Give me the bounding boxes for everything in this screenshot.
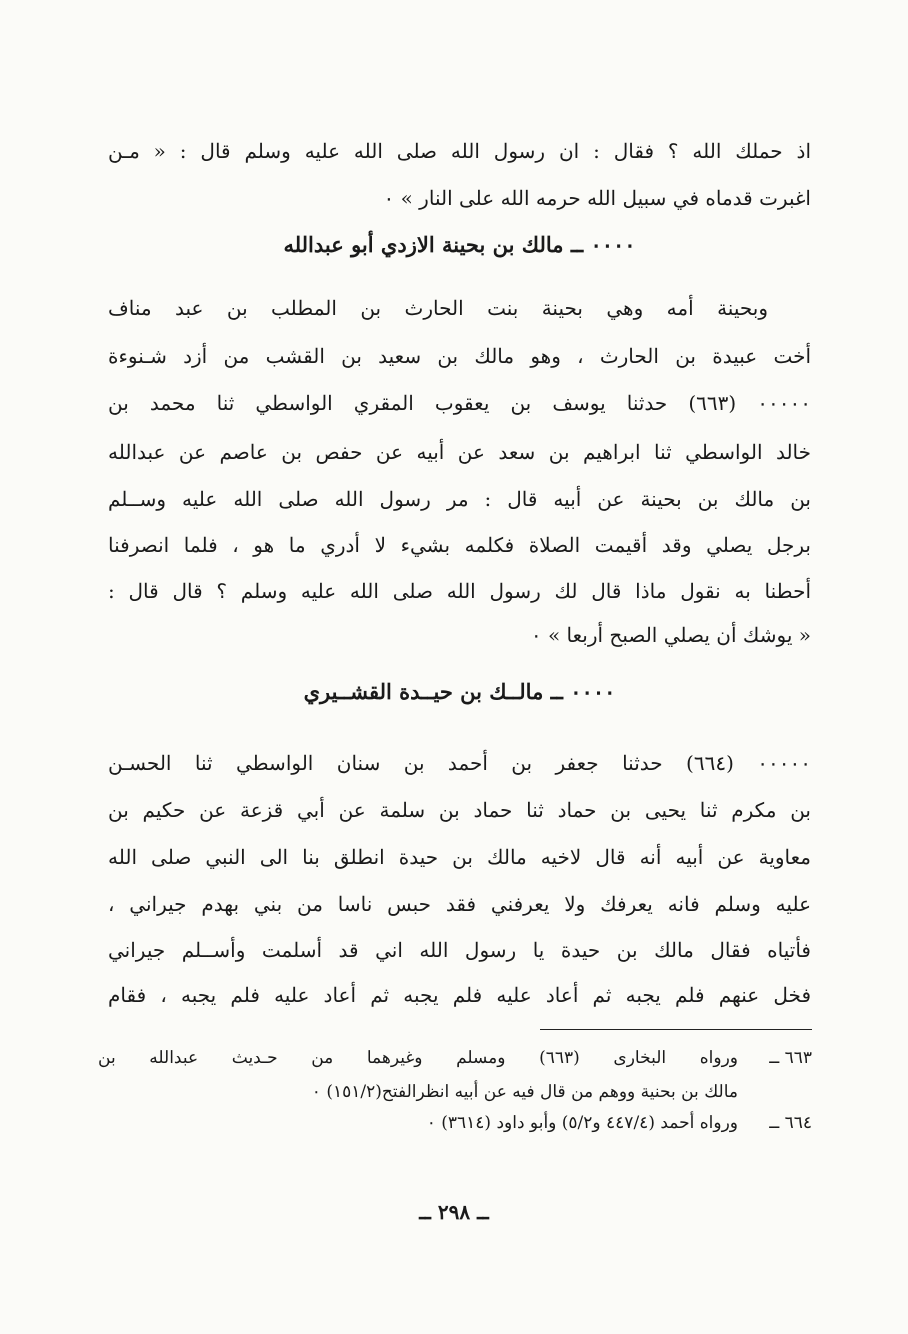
text-line: فخل عنهم فلم يجبه ثم أعاد عليه فلم يجبه ثم أعاد عليه فلم يجبه ، فقام (108, 983, 812, 1007)
page-number: ــ ٢٩٨ ــ (419, 1200, 489, 1224)
text-line: أحطنا به نقول ماذا قال لك رسول الله صلى الله عليه وسلم ؟ قال قال : (108, 579, 811, 603)
footnote-number: ٦٦٣ ــ (769, 1048, 812, 1068)
text-line: عليه وسلم فانه يعرفك ولا يعرفني فقد حبس ناسا من بني بهدم جيراني ، (108, 892, 811, 916)
footnote (0, 1046, 908, 1070)
text-line: اغبرت قدماه في سبيل الله حرمه الله على النار » ٠ (383, 186, 811, 210)
footnote-text: ورواه أحمد (٤٤٧/٤ و٥/٢) وأبو داود (٣٦١٤) ٠ (426, 1113, 738, 1133)
text-line: برجل يصلي وقد أقيمت الصلاة فكلمه بشيء لا أدري ما هو ، فلما انصرفنا (108, 533, 811, 557)
footnote (0, 1080, 908, 1104)
footnote-text: مالك بن بحنية ووهم من قال فيه عن أبيه انظرالفتح(١٥١/٢) ٠ (311, 1082, 738, 1102)
section-heading: ٠٠٠٠ ــ مالــك بن حيــدة القشــيري (303, 679, 616, 704)
footnote (0, 1111, 908, 1135)
text-line: « يوشك أن يصلي الصبح أربعا » ٠ (530, 623, 811, 647)
text-line: اذ حملك الله ؟ فقال : ان رسول الله صلى الله عليه وسلم قال : « مـن (108, 139, 811, 163)
text-line: معاوية عن أبيه أنه قال لاخيه مالك بن حيدة انطلق بنا الى النبي صلى الله (108, 845, 811, 869)
footnote-number: ٦٦٤ ــ (769, 1113, 812, 1133)
text-line: بن مكرم ثنا يحيى بن حماد ثنا حماد بن سلمة عن أبي قزعة عن حكيم بن (108, 798, 811, 822)
text-line: أخت عبيدة بن الحارث ، وهو مالك بن سعيد بن القشب من أزد شـنوءة (108, 344, 811, 368)
text-line: بن مالك بن بحينة عن أبيه قال : مر رسول الله صلى الله عليه وســلم (108, 487, 811, 511)
text-line: خالد الواسطي ثنا ابراهيم بن سعد عن أبيه عن حفص بن عاصم عن عبدالله (108, 440, 811, 464)
footnote-text: ورواه البخارى (٦٦٣) ومسلم وغيرهما من حـديث عبدالله بن (98, 1048, 738, 1068)
section-heading: ٠٠٠٠ ــ مالك بن بحينة الازدي أبو عبدالله (283, 232, 636, 257)
text-line: وبحينة أمه وهي بحينة بنت الحارث بن المطلب بن عبد مناف (108, 296, 768, 320)
text-line: ٠٠٠٠٠ (٦٦٣) حدثنا يوسف بن يعقوب المقري الواسطي ثنا محمد بن (108, 391, 811, 415)
text-line: فأتياه فقال مالك بن حيدة يا رسول الله اني قد أسلمت وأســلم جيراني (108, 938, 811, 962)
footnote-separator (540, 1029, 812, 1030)
text-line: ٠٠٠٠٠ (٦٦٤) حدثنا جعفر بن أحمد بن سنان الواسطي ثنا الحسـن (108, 751, 811, 775)
